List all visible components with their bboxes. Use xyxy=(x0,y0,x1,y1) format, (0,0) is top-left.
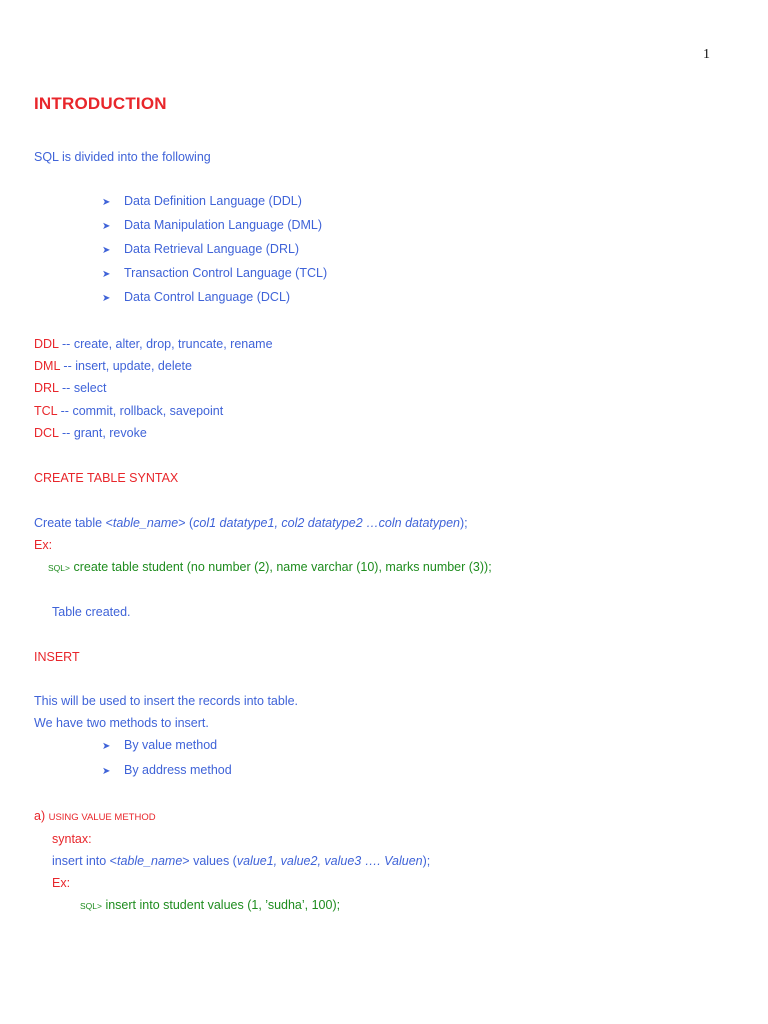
insert-example: SQL> insert into student values (1, ’sudha’, 100); xyxy=(80,898,341,912)
command-line-dcl: DCL -- grant, revoke xyxy=(34,426,147,440)
create-result: Table created. xyxy=(52,605,131,619)
insert-description: This will be used to insert the records into table. xyxy=(34,694,299,708)
arrowhead-bullet-icon: ➤ xyxy=(102,221,111,232)
sql-prompt: SQL> xyxy=(48,563,70,573)
list-item: ➤ Data Manipulation Language (DML) xyxy=(102,218,323,232)
list-item: ➤ Data Control Language (DCL) xyxy=(102,290,291,304)
page-title: INTRODUCTION xyxy=(34,94,167,113)
sql-prompt: SQL> xyxy=(80,901,102,911)
list-item: ➤ Data Definition Language (DDL) xyxy=(102,194,302,208)
create-example: SQL> create table student (no number (2), name varchar (10), marks number (3)); xyxy=(48,560,492,574)
arrowhead-bullet-icon: ➤ xyxy=(102,741,111,752)
arrowhead-bullet-icon: ➤ xyxy=(102,766,111,777)
intro-text: SQL is divided into the following xyxy=(34,150,211,164)
list-item: ➤ By address method xyxy=(102,763,232,777)
command-line-drl: DRL -- select xyxy=(34,381,107,395)
list-item: ➤ Transaction Control Language (TCL) xyxy=(102,266,328,280)
arrowhead-bullet-icon: ➤ xyxy=(102,293,111,304)
value-method-heading: a) USING VALUE METHOD xyxy=(34,809,156,823)
create-table-heading: CREATE TABLE SYNTAX xyxy=(34,471,179,485)
command-line-tcl: TCL -- commit, rollback, savepoint xyxy=(34,404,224,418)
command-line-ddl: DDL -- create, alter, drop, truncate, rename xyxy=(34,337,273,351)
insert-heading: INSERT xyxy=(34,650,80,664)
create-ex-label: Ex: xyxy=(34,538,53,552)
list-item: ➤ By value method xyxy=(102,738,218,752)
insert-methods-intro: We have two methods to insert. xyxy=(34,716,209,730)
arrowhead-bullet-icon: ➤ xyxy=(102,269,111,280)
create-table-syntax: Create table <table_name> (col1 datatype1, col2 datatype2 …coln datatypen); xyxy=(34,516,468,530)
syntax-label: syntax: xyxy=(52,832,92,846)
page-number: 1 xyxy=(703,47,710,62)
arrowhead-bullet-icon: ➤ xyxy=(102,197,111,208)
arrowhead-bullet-icon: ➤ xyxy=(102,245,111,256)
command-line-dml: DML -- insert, update, delete xyxy=(34,359,192,373)
list-item: ➤ Data Retrieval Language (DRL) xyxy=(102,242,300,256)
insert-ex-label: Ex: xyxy=(52,876,71,890)
insert-syntax: insert into <table_name> values (value1, value2, value3 …. Valuen); xyxy=(52,854,431,868)
